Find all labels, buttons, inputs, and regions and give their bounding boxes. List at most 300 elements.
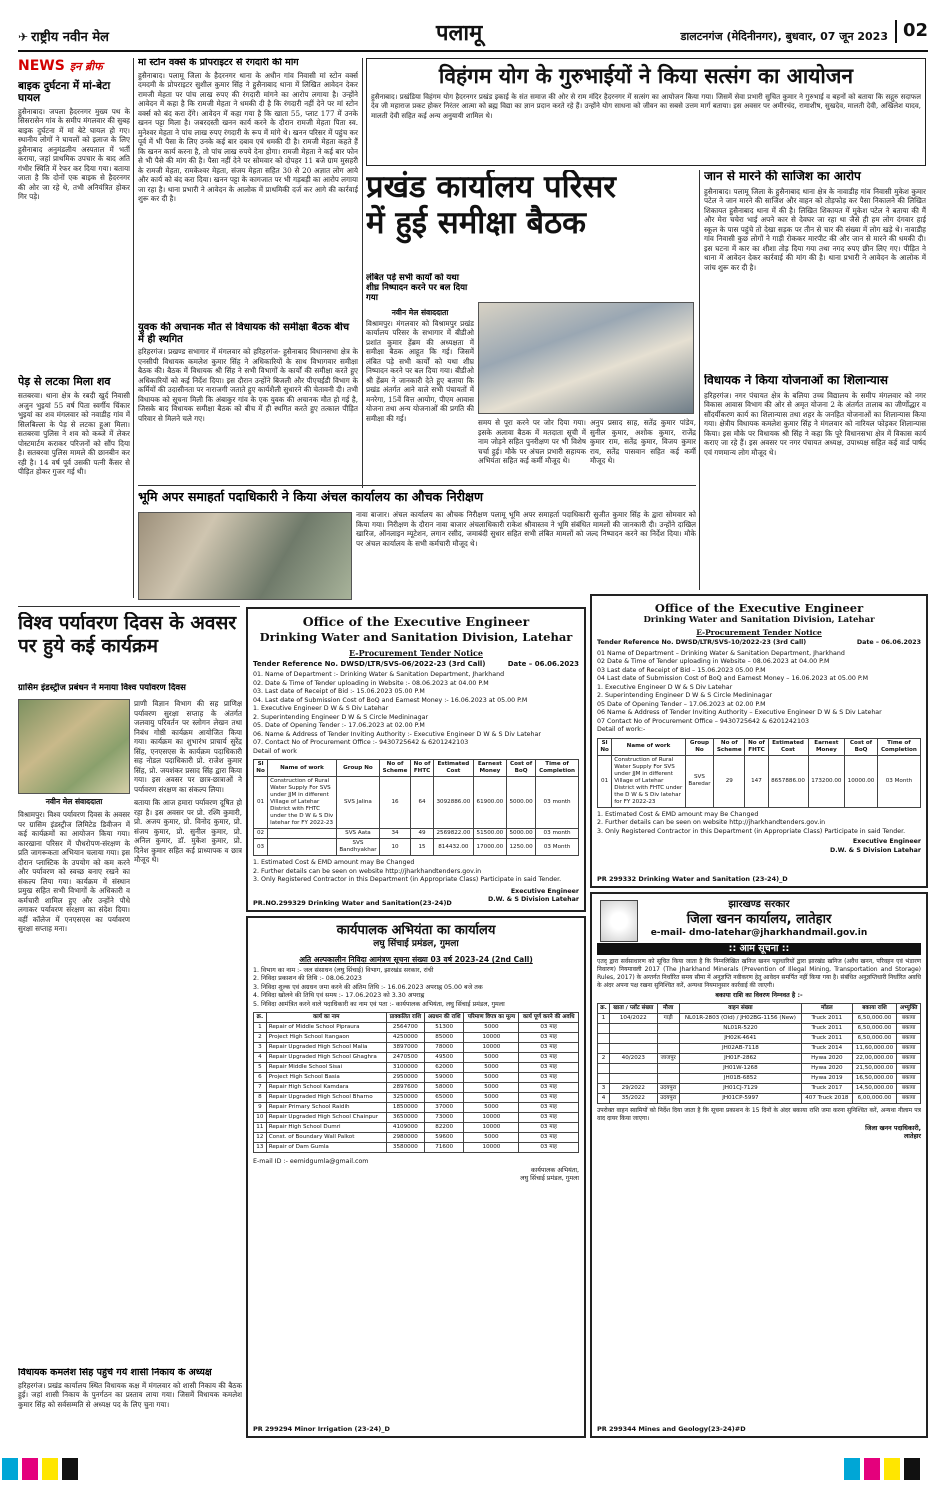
tender-1-sign-1: Executive Engineer [510, 887, 579, 895]
table-cell: 4 [598, 1093, 610, 1103]
tender-1-note: 3. Only Registered Contractor in this Department (in Appropriate Class) Participate in said Tender. [253, 876, 562, 884]
mining-email[interactable]: e-mail- dmo-latehar@jharkhandmail.gov.in [650, 927, 868, 938]
bhumi-body: नावा बाजार। अंचल कार्यालय का औचक निरीक्षण पलामू भूमि अपर समाहर्ता पदाधिकारी सुजीत कुमार सिंह के द्वारा सोमवार को किया गया। निरीक्षण के दौरान नावा बाजार अंचलाधिकारी राकेश श्रीवास्तव ने भूमि संबंधित मामलों की जानकारी दी। उन्होंने दाखिल खारिज, ऑनलाइन म्यूटेशन, लगान रसीद, जमाबंदी सुधार सहित सभी लंबित मामलों को जल्द निष्पादन करने का निर्देश दिया। मौके पर अंचल कार्यालय के सभी कर्मचारी मौजूद थे। [356, 510, 696, 548]
registration-color-swatch [42, 1458, 58, 1480]
table-header-cell: वाहन संख्या [679, 1003, 801, 1013]
tender-1-detail-line: 04. Last date of Submission Cost of BoQ and Earnest Money :- 16.06.2023 at 05.00 P.M [253, 696, 528, 704]
table-cell: 8 [254, 1093, 267, 1103]
table-cell: 5000 [464, 1053, 519, 1063]
table-cell: बकाया [897, 1063, 921, 1073]
table-cell: Repair High School Dumri [266, 1123, 386, 1133]
table-header-cell: कार्य पूर्ण करने की अवधि [519, 1013, 579, 1023]
table-cell: 03 माह [519, 1123, 579, 1133]
mining-govt: झारखण्ड सरकार [728, 899, 790, 910]
table-cell: 34 [379, 829, 410, 839]
mi-email[interactable]: E-mail ID :- eemidgumla@gmail.com [253, 1158, 369, 1166]
brief-1-body: हुसैनाबाद। जपला हैदरनगर मुख्य पथ के सिसरासेन गांव के समीप मंगलवार की सुबह बाइक दुर्घटना में मां बेटे घायल हो गए। स्थानीय लोगों ने घायलों को इलाज के लिए हुसैनाबाद अनुमंडलीय अस्पताल में भर्ती कराया, जहां प्राथमिक उपचार के बाद अति गंभीर स्थिति में रेफर कर दिया गया। बताया जाता है कि दोनों एक बाइक से हैदरनगर की ओर जा रहे थे, तभी अनियंत्रित होकर गिर पड़े। [18, 106, 130, 202]
tender-1-detail-line: 01. Name of Department :- Drinking Water & Sanitation Department, Jharkhand [253, 671, 505, 679]
table-header-cell: Cost of BoQ [506, 760, 535, 777]
env-day-body-3: बताया कि आज हमारा पर्यावरण दूषित हो रहा है। इस अवसर पर प्रो. रश्मि कुमारी, प्रो. अजय कुमार, प्रो. विनोद कुमार, प्रो. संजय कुमार, प्रो. सुनील कुमार, प्रो. अनिल कुमार, डॉ. मुकेश कुमार, प्रो. दिनेश कुमार सहित कई प्राध्यापक व छात्र मौजूद थे। [134, 798, 242, 864]
review-meeting-body-3: अनुप प्रसाद साह, सतेंद्र कुमार पांडेय, सुनील कुमार, अशोक कुमार, राजेंद्र कुमार राम, सतेंद्र कुमार, विजय कुमार राय, सतेंद्र पासवान सहित कई कर्मी मौजूद थे। [590, 418, 696, 465]
mining-office: जिला खनन कार्यालय, लातेहार [686, 911, 832, 927]
table-cell: 29/2022 [610, 1083, 658, 1093]
table-cell: Project High School Itangaon [266, 1033, 386, 1043]
vihangam-story [366, 58, 926, 166]
bhumi-photo [138, 512, 352, 600]
table-cell: Repair Upgraded High School Malia [266, 1043, 386, 1053]
tender-2-sign-2: D.W. & S Division Latehar [830, 846, 921, 854]
table-cell: Project High School Basia [266, 1073, 386, 1083]
table-cell: 814432.00 [433, 839, 473, 856]
table-cell: 29 [714, 755, 745, 807]
stone-works-story [138, 58, 358, 320]
news-in-brief-column [18, 58, 130, 598]
mi-row [254, 1053, 579, 1063]
table-cell [610, 1043, 658, 1053]
table-cell: 78000 [424, 1043, 464, 1053]
table-cell: 2470500 [386, 1053, 424, 1063]
vihangam-body: हुसैनाबाद। प्रखंडिया विहंगम योग हैदरनगर प्रखंड इकाई के संत समाज की ओर से राम मंदिर हैदरनगर में सत्संग का आयोजन किया गया। जिसमें सेवा प्रभारी सुचित कुमार ने गुरुभाई व बहनों को बताया कि सद्गुरु सदाफल देव जी महाराज प्रकट होकर निरंतर आत्मा को ब्रह्म विद्या का ज्ञान प्रदान करते रहे हैं। उन्होंने योग साधना को जीवन का सबसे उत्तम मार्ग बताया। इस अवसर पर अमीरचंद, रामाशीष, सुखदेव, मालती देवी, अखिलेश यादव, मालती देवी सहित कई अन्य अनुयायी शामिल थे। [371, 93, 921, 120]
column-divider [362, 58, 363, 488]
table-header-cell: बकाया राशि [852, 1003, 897, 1013]
mi-detail-line: 3. निविदा शुल्क एवं अग्रधन जमा करने की अंतिम तिथि :- 16.06.2023 अपराह्न 05.00 बजे तक [253, 983, 483, 991]
table-header-cell: No of FHTC [411, 760, 434, 777]
tender-1-detail-line: 06. Name & Address of Tender Inviting Authority :- Executive Engineer D W & S Div Latehar [253, 730, 541, 738]
table-cell: 03 माह [519, 1043, 579, 1053]
foundation-story [704, 374, 926, 590]
table-cell: Construction of Rural Water Supply For SVS under JJM in different Village of Latehar District with FHTC under the D W & S Div latehar for FY 2022-23 [268, 777, 337, 829]
minor-irrigation-notice [246, 916, 586, 1438]
table-cell: 82200 [424, 1123, 464, 1133]
section-rule [18, 606, 240, 607]
table-cell: 51500.00 [473, 829, 506, 839]
tender-1-notice: E-Procurement Tender Notice [349, 648, 483, 658]
tender-2-notice: E-Procurement Tender Notice [696, 628, 822, 637]
table-cell: 03 माह [519, 1143, 579, 1153]
page-number: 02 [895, 20, 928, 43]
mi-row [254, 1063, 579, 1073]
mi-row [254, 1093, 579, 1103]
tender-1-office: Office of the Executive Engineer [302, 614, 530, 629]
tender-1-details [253, 671, 579, 756]
mi-notice-title: अति अल्पकालीन निविदा आमंत्रण सूचना संख्या 03 वर्ष 2023-24 (2nd Call) [299, 954, 533, 964]
table-cell: 5000 [464, 1083, 519, 1093]
tender-2-notes [597, 811, 921, 837]
env-day-byline-box [18, 797, 130, 809]
registration-color-swatch [864, 1458, 880, 1480]
review-meeting-headline-1[interactable]: प्रखंड कार्यालय परिसर [366, 170, 616, 205]
bhumi-headline-box [138, 489, 696, 507]
tender-2-ref-row [597, 639, 921, 648]
table-header-cell: No of Scheme [379, 760, 410, 777]
review-meeting-body-3-box [590, 418, 696, 476]
stone-works-headline[interactable]: मां स्टोन वर्क्स के प्रोपराइटर से रंगदारी की मांग [138, 58, 299, 68]
threat-story [704, 170, 926, 372]
table-cell: 61900.00 [473, 777, 506, 829]
mining-row [598, 1043, 921, 1053]
bird-logo-icon: ✈ [18, 30, 29, 44]
table-header-cell: Earnest Money [808, 738, 845, 755]
table-cell: बकाया [897, 1043, 921, 1053]
tender-1-detail-line: 2. Superintending Engineer D W & S Circle Medininagar [253, 713, 429, 721]
table-cell: JH01CP-5997 [679, 1093, 801, 1103]
table-cell: बकाया [897, 1033, 921, 1043]
table-cell [610, 1033, 658, 1043]
table-cell: 65000 [424, 1093, 464, 1103]
mi-pr: PR 299294 Minor Irrigation (23-24)_D [253, 1424, 390, 1433]
table-cell: Truck 2011 [801, 1013, 852, 1023]
table-cell: 03 माह [519, 1093, 579, 1103]
table-cell: जाजपुर [657, 1053, 679, 1063]
table-cell: 35/2022 [610, 1093, 658, 1103]
table-cell: 03 माह [519, 1073, 579, 1083]
table-cell [610, 1073, 658, 1083]
table-cell [598, 1033, 610, 1043]
tender-2-table-header [598, 738, 921, 755]
table-cell: 5000 [464, 1093, 519, 1103]
mining-sign-2: लातेहार [903, 1133, 921, 1141]
tender-2-ref: Tender Reference No. DWSD/LTR/SVS-10/2022-23 (3rd Call) [597, 639, 807, 647]
vidhayak-headline[interactable]: विधायक कमलेश सिंह पहुंचे गये शासी निकाय के अध्यक्ष [18, 1368, 212, 1378]
table-cell: 40/2023 [610, 1053, 658, 1063]
mi-row [254, 1113, 579, 1123]
env-day-subhead-box [18, 683, 240, 697]
table-cell: 58000 [424, 1083, 464, 1093]
mining-row [598, 1013, 921, 1023]
tender-1-division: Drinking Water and Sanitation Division, Latehar [259, 629, 573, 644]
table-header-cell: Time of Completion [536, 760, 579, 777]
table-header-cell: Group No [336, 760, 379, 777]
tender-1-detail-line: 1. Executive Engineer D W & S Div Latehar [253, 705, 389, 713]
mining-sign-1: जिला खनन पदाधिकारी, [865, 1124, 921, 1132]
table-cell: गाड़ी [657, 1013, 679, 1023]
column-divider [699, 170, 700, 590]
tender-2-detail-line: 07 Contact No of Procurement Office – 9430725642 & 6201242103 [597, 717, 809, 725]
section-title: पलामू [436, 21, 483, 46]
table-cell: 15 [411, 839, 434, 856]
table-cell: 16,50,000.00 [852, 1073, 897, 1083]
table-header-cell: अग्रधन की राशि [424, 1013, 464, 1023]
table-cell: 2569822.00 [433, 829, 473, 839]
table-cell: 03 माह [519, 1103, 579, 1113]
foundation-body: हरिहरगंज। नगर पंचायत क्षेत्र के बलिया उच्च विद्यालय के समीप मंगलवार को नगर विकास आवास विभाग की ओर से अमृत योजना 2 के अंतर्गत तालाब का जीर्णोद्धार व सौंदर्यीकरण कार्य का शिलान्यास तथा शहर के जनहित योजनाओं का शिलान्यास किया गया। क्षेत्रीय विधायक कमलेश कुमार सिंह ने मंगलवार को नारियल फोड़कर शिलान्यास किया। इस मौके पर विधायक श्री सिंह ने कहा कि पूरे विधानसभा क्षेत्र में विकास कार्य कराए जा रहे हैं। इस अवसर पर नगर पंचायत अध्यक्ष, उपाध्यक्ष सहित कई वार्ड पार्षद एवं गणमान्य लोग मौजूद थे। [704, 390, 926, 457]
tender-1-note: 2. Further details can be seen on website http://jharkhandtenders.gov.in [253, 867, 482, 875]
vihangam-headline[interactable]: विहंगम योग के गुरुभाईयों ने किया सत्संग का आयोजन [438, 64, 854, 88]
table-cell: 03 Month [877, 755, 920, 807]
table-cell: 03 month [536, 829, 579, 839]
mi-row [254, 1043, 579, 1053]
registration-color-swatch [62, 1458, 78, 1480]
mining-row [598, 1083, 921, 1093]
tender-2-note: 2. Further details can be seen on website http://jharkhandtenders.gov.in [597, 819, 826, 827]
mi-signature [253, 1167, 579, 1184]
table-cell: 104/2022 [610, 1013, 658, 1023]
table-cell: Truck 2011 [801, 1023, 852, 1033]
mi-sign-2: लघु सिंचाई प्रमंडल, गुमला [520, 1175, 579, 1183]
env-day-subhead[interactable]: ग्रासिम इंडस्ट्रीज प्रबंधन ने मनाया विश्व पर्यावरण दिवस [18, 683, 186, 693]
table-cell: 59000 [424, 1073, 464, 1083]
table-cell [598, 1023, 610, 1033]
table-cell: SVS Bandhyakhar [336, 839, 379, 856]
table-cell: 10000 [464, 1033, 519, 1043]
table-header-cell: मौजा [657, 1003, 679, 1013]
mi-office: कार्यपालक अभियंता का कार्यालय [336, 923, 496, 938]
table-cell: 01 [598, 755, 612, 807]
mi-sign-1: कार्यपालक अभियंता, [530, 1166, 579, 1174]
table-cell: 37000 [424, 1103, 464, 1113]
table-header-cell: कार्य का नाम [266, 1013, 386, 1023]
table-cell: JH02AB-7118 [679, 1043, 801, 1053]
mi-row [254, 1133, 579, 1143]
table-cell: 85000 [424, 1033, 464, 1043]
table-cell [610, 1023, 658, 1033]
review-meeting-body-1: विश्रामपुर। मंगलवार को विश्रामपुर प्रखंड कार्यालय परिसर के सभागार में बीडीओ प्रशांत कुमार हेंब्रम की अध्यक्षता में समीक्षा बैठक आहूत कि गई। जिसमें लंबित पड़े सभी कार्यों को यथा शीघ्र निष्पादन करने पर बल दिया गया। बीडीओ श्री हेंब्रम ने जानकारी देते हुए बताया कि प्रखंड अंतर्गत आने वाले सभी पंचायतों में मनरेगा, 15वें वित्त आयोग, पीएम आवास योजना तथा अन्य योजनाओं की प्रगति की समीक्षा की गई। [366, 318, 474, 423]
table-cell: 3100000 [386, 1063, 424, 1073]
table-cell: बकाया [897, 1073, 921, 1083]
mi-table [253, 1012, 579, 1153]
table-cell: बकाया [897, 1013, 921, 1023]
column-divider [133, 58, 134, 598]
table-cell: 2 [598, 1053, 610, 1063]
table-cell: 10000 [464, 1043, 519, 1053]
table-cell: 21,50,000.00 [852, 1063, 897, 1073]
tender-2-row [598, 755, 921, 807]
table-header-cell: प्राक्कलित राशि [386, 1013, 424, 1023]
table-cell: 147 [745, 755, 768, 807]
table-cell: 3 [598, 1083, 610, 1093]
env-day-col2 [134, 699, 242, 1419]
tender-1-detail-line: 02. Date & Time of Tender uploading in Website :- 08.06.2023 at 04.00 P.M [253, 679, 489, 687]
review-meeting-headline-2[interactable]: में हुई समीक्षा बैठक [366, 204, 586, 241]
table-cell: Truck 2017 [801, 1083, 852, 1093]
tender-1-table-header [254, 760, 579, 777]
review-meeting-body-2-box [478, 418, 586, 476]
table-cell: Repair of Dam Gumla [266, 1143, 386, 1153]
table-cell: 62000 [424, 1063, 464, 1073]
tender-2-detail-line: 01 Name of Department – Drinking Water & Sanitation Department, Jharkhand [597, 649, 845, 657]
table-cell: 73000 [424, 1113, 464, 1123]
table-cell: 1850000 [386, 1103, 424, 1113]
table-cell: 5 [254, 1063, 267, 1073]
table-cell: 3650000 [386, 1113, 424, 1123]
env-day-headline[interactable]: विश्व पर्यावरण दिवस के अवसर पर हुये कई कार्यक्रम [18, 612, 237, 657]
tender-1-row [254, 829, 579, 839]
mi-row [254, 1073, 579, 1083]
mi-detail-line: 5. निविदा आमंत्रित करने वाले पदाधिकारी का नाम एवं पता :- कार्यपालक अभियंता, लघु सिंचाई प्रमंडल, गुमला [253, 1000, 505, 1008]
mining-table [597, 1003, 921, 1104]
mi-details [253, 967, 579, 1010]
news-in-brief-badge [18, 58, 130, 76]
tender-2-details [597, 650, 921, 735]
tender-1-sign-2: D.W. & S Division Latehar [488, 896, 579, 904]
mining-footer: उपरोक्त वाहन स्वामियों को निर्देश दिया जाता है कि सूचना प्रकाशन के 15 दिनों के अंदर बकाया राशि जमा करना सुनिश्चित करें, अन्यथा नीलाम पत्र वाद दायर किया जाएगा। [597, 1106, 921, 1122]
table-cell: Repair High School Kamdara [266, 1083, 386, 1093]
table-cell: 10000 [464, 1113, 519, 1123]
table-cell: JH02K-4641 [679, 1033, 801, 1043]
table-header-cell: अभ्युक्ति [897, 1003, 921, 1013]
mining-body: एतद् द्वारा सर्वसाधारण को सूचित किया जाता है कि निम्नलिखित खनिज खनन पट्टाधारियों द्वारा झारखंड खनिज (अवैध खनन, परिवहन एवं भंडारण निवारण) नियमावली 2017 (The Jharkhand Minerals (Prevention of Illegal Mining, Transportation and Storage) Rules, 2017) के अन्तर्गत निर्धारित समय सीमा में अनुज्ञप्ति नवीकरण हेतु आवेदन समर्पित नहीं किया गया है। संबंधित अनुज्ञप्तिधारी निर्धारित अवधि के अंदर अपना पक्ष रखना सुनिश्चित करें, अन्यथा नियमानुसार कार्रवाई की जाएगी। [597, 957, 921, 990]
table-cell: 2564700 [386, 1023, 424, 1033]
table-cell: 2897600 [386, 1083, 424, 1093]
tender-2-detail-line: 02 Date & Time of Tender uploading in Website – 08.06.2023 at 04.00 P.M [597, 658, 830, 666]
table-header-cell: Cost of BoQ [845, 738, 878, 755]
table-cell: 2950000 [386, 1073, 424, 1083]
mi-row [254, 1103, 579, 1113]
tender-1-ref-row [253, 660, 579, 669]
table-header-cell: क्र. [598, 1003, 610, 1013]
table-cell: 1 [598, 1013, 610, 1023]
table-header-cell: Sl No [254, 760, 268, 777]
table-header-cell: Estimated Cost [768, 738, 808, 755]
table-header-cell: Sl No [598, 738, 612, 755]
brief-2-headline[interactable]: पेड़ से लटका मिला शव [18, 374, 111, 388]
tender-1-detail-line: 07. Contact No of Procurement Office :- 9430725642 & 6201242103 [253, 739, 469, 747]
table-cell: 6,50,000.00 [852, 1013, 897, 1023]
table-header-cell: Earnest Money [473, 760, 506, 777]
table-cell: Repair of Middle School Pipraura [266, 1023, 386, 1033]
mining-pr: PR 299344 Mines and Geology(23-24)#D [597, 1424, 746, 1433]
table-header-cell: खाता / प्लॉट संख्या [610, 1003, 658, 1013]
review-meeting-byline: नवीन मेल संवाददाता [391, 307, 449, 317]
table-cell: 10000 [464, 1143, 519, 1153]
table-cell: 03 माह [519, 1113, 579, 1123]
paper-name-text: राष्ट्रीय नवीन मेल [31, 30, 109, 45]
env-day-body-1: विश्रामपुर। विश्व पर्यावरण दिवस के अवसर पर ग्रासिम इंडस्ट्रीज लिमिटेड डिवीजन में कई कार्यक्रमों का आयोजन किया गया। कारखाना परिसर में पौधरोपण-संरक्षण के प्रति जागरूकता अभियान चलाया गया। इस दौरान प्लास्टिक के उपयोग को कम करने और पर्यावरण को स्वच्छ बनाए रखने का संकल्प लिया गया। कार्यक्रम में संस्थान प्रमुख सहित सभी विभागों के अधिकारी व कर्मचारी शामिल हुए और उन्होंने पौधे लगाकर पर्यावरण संरक्षण का संदेश दिया। वहीं कॉलेज में एनएसएस का पर्यावरण सुरक्षा सप्ताह मना। [18, 810, 130, 933]
table-cell [657, 1023, 679, 1033]
mining-table-header [598, 1003, 921, 1013]
review-meeting-photo [478, 302, 694, 414]
table-cell: 1 [254, 1023, 267, 1033]
table-cell [598, 1073, 610, 1083]
table-cell: Repair Upgraded High School Ghaghra [266, 1053, 386, 1063]
mi-detail-line: 1. विभाग का नाम :- जल संसाधन (लघु सिंचाई) विभाग, झारखंड सरकार, रांची [253, 966, 434, 974]
table-cell [657, 1043, 679, 1053]
table-cell: उदयपुरा [657, 1083, 679, 1093]
tender-2-note: 3. Only Registered Contractor in this Department (in Appropriate Class) Participate in said Tender. [597, 827, 906, 835]
mla-meeting-story [138, 322, 358, 482]
table-cell: 6 [254, 1073, 267, 1083]
brief-1-headline[interactable]: बाइक दुर्घटना में मां-बेटा घायल [18, 79, 111, 104]
mining-signature [597, 1125, 921, 1142]
tender-1-notes [253, 859, 579, 885]
table-cell: 5000 [464, 1133, 519, 1143]
table-cell: 3897000 [386, 1043, 424, 1053]
table-cell: 01 [254, 777, 268, 829]
paper-name[interactable] [18, 30, 109, 46]
tender-2-detail-line: 2. Superintending Engineer D W & S Circle Medininagar [597, 692, 773, 700]
table-cell: 10 [379, 839, 410, 856]
table-cell: 5000 [464, 1063, 519, 1073]
table-cell: 5000 [464, 1103, 519, 1113]
tender-2-detail-line: 05 Date of Opening Tender – 17.06.2023 at 02.00 P.M [597, 700, 766, 708]
tender-notice-2 [590, 594, 928, 888]
mi-row [254, 1083, 579, 1093]
table-header-cell: क्र. [254, 1013, 267, 1023]
table-cell: 10 [254, 1113, 267, 1123]
env-day-col1 [18, 810, 130, 1420]
table-cell [268, 829, 337, 839]
table-cell: 49 [411, 829, 434, 839]
table-cell: 22,00,000.00 [852, 1053, 897, 1063]
table-cell: 03 माह [519, 1133, 579, 1143]
bhumi-headline[interactable]: भूमि अपर समाहर्ता पदाधिकारी ने किया अंचल कार्यालय का औचक निरीक्षण [138, 489, 483, 504]
table-header-cell: Estimated Cost [433, 760, 473, 777]
vidhayak-body: हरिहरगंज। प्रखंड कार्यालय स्थित विधायक कक्ष में मंगलवार को शासी निकाय की बैठक हुई। जहां शासी निकाय के पुनर्गठन का प्रस्ताव लाया गया। जिसमें विधायक कमलेश कुमार सिंह को सर्वसम्मति से अध्यक्ष पद के लिए चुना गया। [18, 1380, 242, 1409]
table-cell: 71600 [424, 1143, 464, 1153]
table-cell: 10000 [464, 1123, 519, 1133]
tender-2-detail-line: 1. Executive Engineer D W & S Div Latehar [597, 683, 733, 691]
mi-table-header [254, 1013, 579, 1023]
table-cell: 7 [254, 1083, 267, 1093]
threat-headline[interactable]: जान से मारने की साजिश का आरोप [704, 170, 861, 183]
table-cell: 11,60,000.00 [852, 1043, 897, 1053]
registration-color-swatch [904, 1458, 920, 1480]
table-cell: 3 [254, 1043, 267, 1053]
mi-row [254, 1123, 579, 1133]
table-cell: 14,50,000.00 [852, 1083, 897, 1093]
mi-row [254, 1143, 579, 1153]
table-cell: 8657886.00 [768, 755, 808, 807]
table-cell: 03 [254, 839, 268, 856]
tender-2-detail-line: Detail of work:- [597, 726, 646, 734]
table-cell: बकाया [897, 1093, 921, 1103]
mining-notice [590, 892, 928, 1438]
table-cell: 16 [379, 777, 410, 829]
table-cell: 5000.00 [506, 777, 535, 829]
dateline: डालटनगंज (मेदिनीनगर), बुधवार, 07 जून 2023 [680, 30, 888, 43]
table-cell: 11 [254, 1123, 267, 1133]
table-cell [610, 1063, 658, 1073]
registration-color-swatch [22, 1458, 38, 1480]
registration-color-swatch [844, 1458, 860, 1480]
table-header-cell: मॉडल [801, 1003, 852, 1013]
table-cell: 13 [254, 1143, 267, 1153]
tender-1-pr: PR.NO.299329 Drinking Water and Sanitation(23-24)D [253, 898, 452, 907]
env-day-body-2: प्राणी विज्ञान विभाग की सह प्राणिक्ष पर्यावरण सुरक्षा सप्ताह के अंतर्गत जलवायु परिवर्तन पर स्लोगन लेखन तथा निबंध गोष्ठी कार्यक्रम आयोजित किया गया। कार्यक्रम का शुभारंभ प्राचार्य सुरेंद्र सिंह, एनएसएस के कार्यक्रम पदाधिकारी सह नोडल पदाधिकारी प्रो. राजेश कुमार सिंह, प्रो. जयशंकर प्रसाद सिंह द्वारा किया गया। इस अवसर पर छात्र-छात्राओं ने पर्यावरण संरक्षण का संकल्प लिया। [134, 699, 242, 794]
mi-row [254, 1033, 579, 1043]
review-meeting-text [366, 273, 474, 473]
mi-row [254, 1023, 579, 1033]
jharkhand-emblem-icon [600, 900, 638, 942]
table-cell: बकाया [897, 1083, 921, 1093]
table-cell: SVS Aata [336, 829, 379, 839]
tender-2-office: Office of the Executive Engineer [654, 601, 864, 615]
mla-meeting-headline[interactable]: युवक की अचानक मौत से विधायक की समीक्षा बैठक बीच में ही स्थगित [138, 322, 350, 345]
foundation-headline[interactable]: विधायक ने किया योजनाओं का शिलान्यास [704, 374, 888, 387]
table-cell: 03 माह [519, 1023, 579, 1033]
table-cell: 03 month [536, 777, 579, 829]
tender-2-sign-1: Executive Engineer [852, 838, 921, 846]
review-meeting-deck: लंबित पड़े सभी कार्यों को यथा शीघ्र निष्पादन करने पर बल दिया गया [366, 273, 468, 304]
table-cell: 5000.00 [506, 829, 535, 839]
tender-2-signature [597, 838, 921, 855]
table-cell: Construction of Rural Water Supply For SVS under JJM in different Village of Latehar District with FHTC under the D W & S Div latehar for FY 2022-23 [612, 755, 686, 807]
table-cell: JH01B-6852 [679, 1073, 801, 1083]
tender-2-division: Drinking Water and Sanitation Division, Latehar [643, 615, 875, 626]
table-cell: 03 Month [536, 839, 579, 856]
stone-works-body: हुसैनाबाद। पलामू जिला के हैदरनगर थाना के अधीन गांव निवासी मां स्टोन वर्क्स दमदमी के प्रोपराइटर सुशील कुमार सिंह ने हुसैनाबाद थाना में लिखित आवेदन देकर रामजी मेहता पर पांच लाख रुपए की रंगदारी मांगने का आरोप लगाया है। उन्होंने आवेदन में कहा है कि रामजी मेहता ने धमकी दी है कि रंगदारी नहीं देने पर मां स्टोन वर्क्स को बंद करा देंगे। आवेदन में कहा गया है कि खाता 55, प्लाट 177 में उनके खनन पट्टा मिला है। जबरदस्ती खनन कार्य करने के दौरान रामजी मेहता पिता स्व. मुनेश्वर मेहता ने पांच लाख रुपए रंगदारी के रूप में मांगे थे। खनन परिसर में पहुंच कर पूर्व में भी पैसा के लिए उनके कई बार दबाव एवं धमकी दी है। रामजी मेहता कहते हैं कि खनन कार्य करना है, तो पांच लाख रुपये देना होगा। रामजी मेहता ने कई बार फोन से भी पैसे की मांग की है। पैसा नहीं देने पर सोमवार को दोपहर 11 बजे ग्राम मुसहरी के रामजी मेहता, रामकेश्वर मेहता, संजय मेहता सहित 30 से 20 अज्ञात लोग आये और कार्य को बंद करा दिया। खनन पट्टा के कागजात पर भी गड़बड़ी का आरोप लगाया जा रहा है। थाना प्रभारी ने आवेदन के आलोक में प्राथमिकी दर्ज कर आगे की कार्रवाई शुरू कर दी है। [138, 70, 358, 204]
mining-row [598, 1033, 921, 1043]
section-rule [138, 485, 696, 486]
masthead [18, 18, 928, 52]
table-cell [657, 1063, 679, 1073]
table-cell: 59600 [424, 1133, 464, 1143]
registration-color-swatch [884, 1458, 900, 1480]
table-cell: Truck 2014 [801, 1043, 852, 1053]
table-header-cell: No of Scheme [714, 738, 745, 755]
tender-1-detail-line: 05. Date of Opening Tender :- 17.06.2023 at 02.00 P.M [253, 722, 425, 730]
table-cell: NL01R-2803 (Old) / JH02BG-1156 (New) [679, 1013, 801, 1023]
